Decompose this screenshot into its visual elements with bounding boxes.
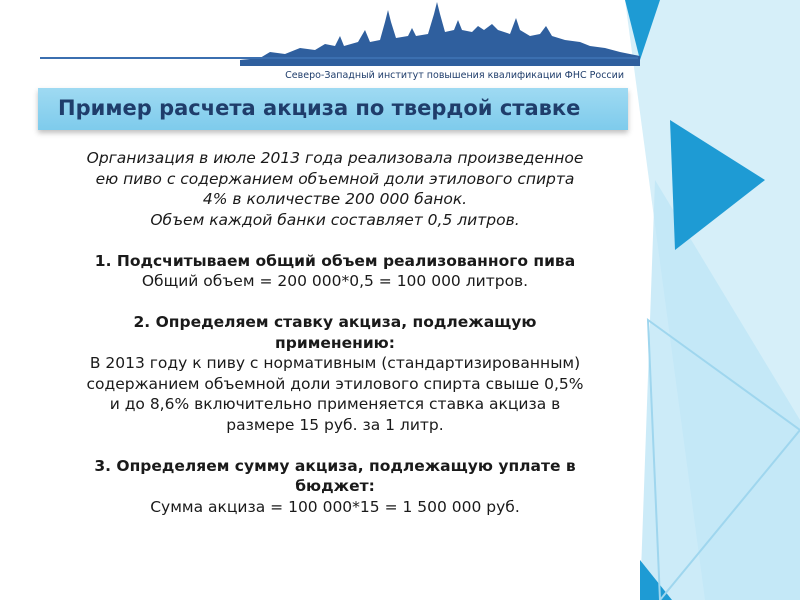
intro-paragraph bbox=[40, 148, 630, 230]
intro-line: 4% в количестве 200 000 банок. bbox=[202, 190, 468, 208]
step-body-line: Сумма акциза = 100 000*15 = 1 500 000 руб. bbox=[150, 497, 520, 516]
step-body-line: В 2013 году к пиву с нормативным (стандартизированным) bbox=[89, 354, 581, 372]
header-divider bbox=[40, 57, 638, 59]
step-body-line: размере 15 руб. за 1 литр. bbox=[226, 415, 444, 434]
intro-line: Объем каждой банки составляет 0,5 литров. bbox=[150, 210, 520, 229]
step-heading: применению: bbox=[275, 333, 395, 352]
intro-line: Организация в июле 2013 года реализовала произведенное bbox=[86, 149, 584, 167]
step-body-line: содержанием объемной доли этилового спирта свыше 0,5% bbox=[86, 374, 584, 393]
step-heading: 3. Определяем сумму акциза, подлежащую уплате в bbox=[94, 456, 576, 475]
step-body-line: и до 8,6% включительно применяется ставка акциза в bbox=[109, 395, 561, 413]
step-heading: бюджет: bbox=[295, 477, 375, 495]
step-heading: 1. Подсчитываем общий объем реализованного пива bbox=[94, 251, 576, 270]
step-heading: 2. Определяем ставку акциза, подлежащую bbox=[133, 313, 537, 331]
step-3 bbox=[40, 456, 630, 518]
step-1 bbox=[40, 251, 630, 292]
intro-line: ею пиво с содержанием объемной доли этилового спирта bbox=[95, 169, 575, 188]
slide-title: Пример расчета акциза по твердой ставке bbox=[58, 96, 581, 120]
title-bar bbox=[38, 88, 628, 130]
slide-content bbox=[40, 148, 630, 517]
step-body-line: Общий объем = 200 000*0,5 = 100 000 литров. bbox=[141, 272, 529, 290]
institute-name: Северо-Западный институт повышения квалификации ФНС России bbox=[285, 70, 624, 81]
step-2 bbox=[40, 312, 630, 435]
